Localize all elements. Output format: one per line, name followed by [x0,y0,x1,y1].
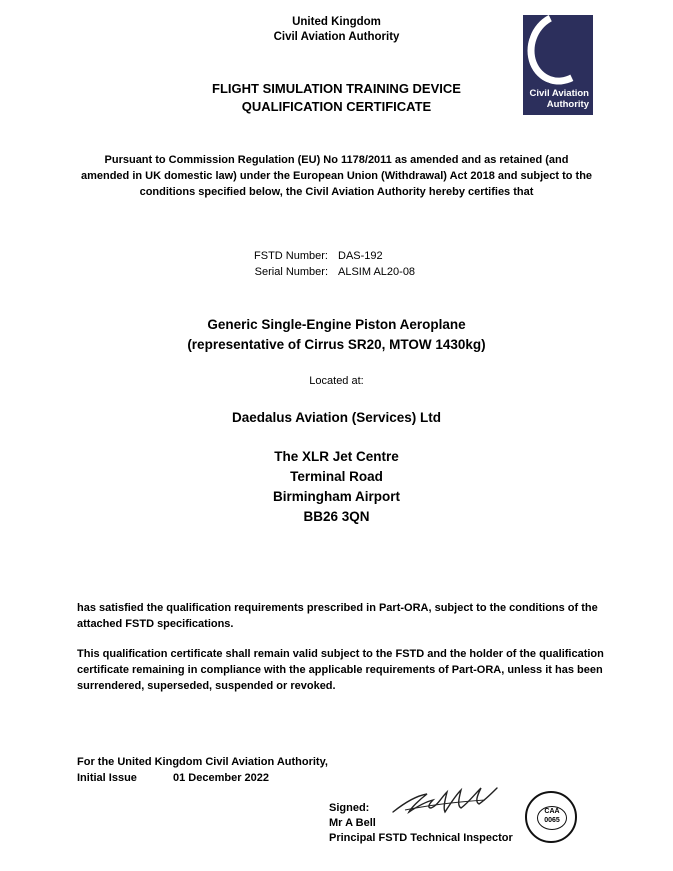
stamp-inner: CAA 0065 [537,806,567,830]
serial-number-row [250,264,415,280]
header-org-line1: United Kingdom [292,16,381,28]
footer-issue-row [77,770,328,786]
caa-logo-text: Civil Aviation Authority [529,88,589,110]
serial-number-value: ALSIM AL20-08 [338,266,416,278]
issue-date: 01 December 2022 [173,772,270,784]
address-line4: BB26 3QN [303,509,370,524]
title-line2: QUALIFICATION CERTIFICATE [241,99,432,114]
signatory-name: Mr A Bell [329,817,376,829]
validity-paragraph: This qualification certificate shall remain valid subject to the FSTD and the holder of the qualification certificate remaining in compliance with the applicable requirements of Part-ORA, unless it has been surrendered, superseded, suspended or revoked. [77,648,604,692]
issue-label: Initial Issue [77,772,137,784]
signed-label: Signed: [329,802,370,814]
header-org-line2: Civil Aviation Authority [273,31,400,43]
address-line3: Birmingham Airport [272,489,400,504]
address-block [0,447,673,527]
qualification-paragraph: has satisfied the qualification requirements prescribed in Part-ORA, subject to the conditions of the attached FSTD specifications. [77,602,598,630]
handwritten-signature-icon [385,782,505,822]
fstd-details [250,248,415,280]
operator-name: Daedalus Aviation (Services) Ltd [231,410,442,425]
fstd-number-value: DAS-192 [338,250,383,262]
device-description: Generic Single-Engine Piston Aeroplane (representative of Cirrus SR20, MTOW 1430kg) [187,317,486,352]
title-line1: FLIGHT SIMULATION TRAINING DEVICE [212,81,461,96]
serial-number-label: Serial Number: [254,266,328,278]
address-line1: The XLR Jet Centre [274,449,399,464]
certificate-title [0,80,673,116]
fstd-number-label: FSTD Number: [254,250,328,262]
fstd-number-row [250,248,415,264]
intro-paragraph: Pursuant to Commission Regulation (EU) No 1178/2011 as amended and as retained (and amended in UK domestic law) under the European Union (Withdrawal) Act 2018 and subject to the conditions specified below, the Civil Aviation Authority hereby certifies that [80,154,593,198]
signatory-role: Principal FSTD Technical Inspector [329,832,513,844]
located-at-label: Located at: [309,375,364,387]
address-line2: Terminal Road [290,469,383,484]
footer-block [77,754,328,786]
caa-stamp-icon [525,791,577,843]
footer-authority-line: For the United Kingdom Civil Aviation Authority, [77,756,328,768]
